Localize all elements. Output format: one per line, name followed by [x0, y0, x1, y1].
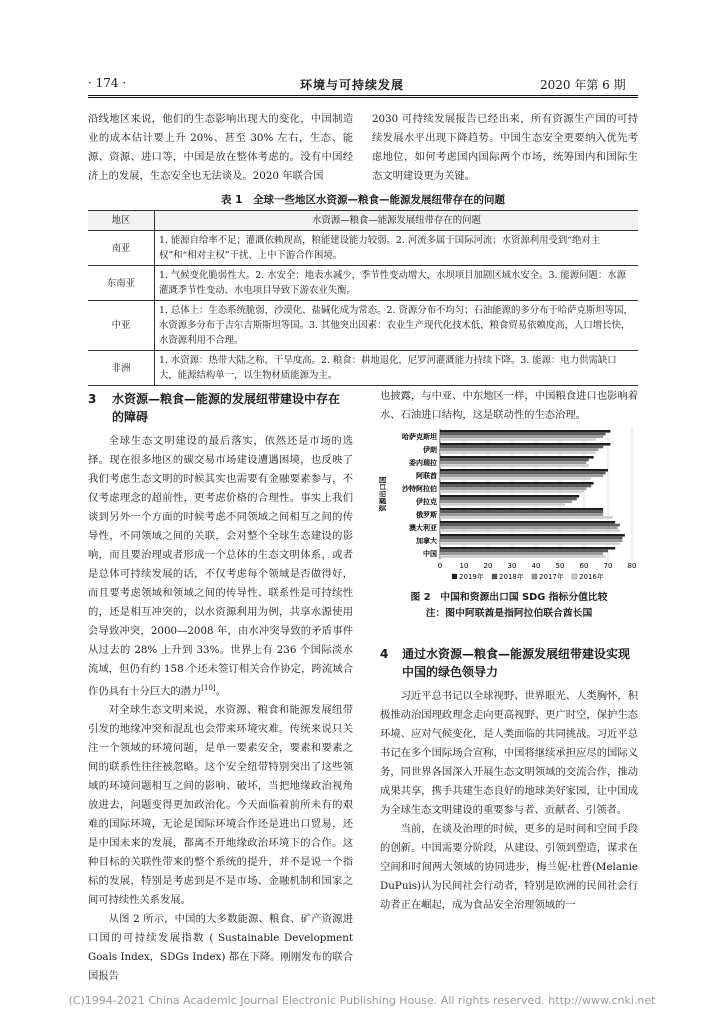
- bar-2018年: [440, 524, 620, 527]
- bar-2018年: [440, 485, 591, 488]
- category-label: 沙特阿拉伯: [402, 485, 437, 493]
- bar-2018年: [440, 498, 577, 501]
- legend-label: 2017年: [539, 573, 564, 581]
- bar-2016年: [440, 555, 606, 558]
- bar-2016年: [440, 464, 589, 467]
- issues-table: [88, 210, 638, 386]
- bar-2016年: [440, 477, 591, 480]
- bar-2016年: [440, 516, 613, 519]
- left-column: [88, 390, 353, 986]
- x-tick-label: 60: [579, 562, 589, 570]
- section-3-title-line1: 水资源—粮食—能源的发展纽带建设中存在: [112, 392, 341, 406]
- bar-2018年: [440, 537, 622, 540]
- section-4-title: [402, 645, 630, 681]
- table-row: [88, 351, 638, 386]
- category-label: 哈萨克斯坦: [402, 433, 437, 441]
- x-tick-label: 40: [531, 562, 541, 570]
- bar-2018年: [440, 550, 608, 553]
- bar-2018年: [440, 511, 603, 514]
- bar-2016年: [440, 451, 596, 454]
- table-header-issue: 水资源—粮食—能源发展纽带存在的问题: [155, 211, 639, 231]
- legend-swatch: [572, 574, 577, 579]
- table-cell-issue: 1. 总体上：生态系统脆弱，沙漠化、盐碱化成为常态。2. 资源分布不均匀；石油能源的多分布于哈萨克斯坦等国，水资源多分布于吉尔吉斯斯坦等国。3. 其他突出因素：农业生产现代化技术低，粮食贸易依赖度高，人口增长快，水资源利用不合理。: [155, 301, 639, 351]
- citation: [10]: [201, 684, 216, 692]
- bar-2017年: [440, 449, 598, 452]
- bar-2018年: [440, 433, 606, 436]
- table-cell-region: 东南亚: [88, 266, 155, 301]
- legend-label: 2019年: [459, 573, 484, 581]
- legend-swatch: [532, 574, 537, 579]
- section-4-title-line1: 通过水资源—粮食—能源发展纽带建设实现: [402, 647, 631, 661]
- figure-caption-title: 图 2 中国和资源出口国 SDG 指标分值比较: [410, 592, 608, 603]
- x-tick-label: 20: [483, 562, 493, 570]
- bar-2019年: [440, 469, 608, 472]
- category-label: 伊朗: [423, 446, 437, 454]
- section-3-heading: [88, 390, 353, 426]
- bar-2016年: [440, 542, 620, 545]
- bar-2016年: [440, 490, 584, 493]
- bar-2017年: [440, 553, 603, 556]
- bar-2017年: [440, 475, 603, 478]
- category-label: 委内瑞拉: [409, 459, 437, 467]
- table-cell-issue: 1. 水资源：热带大陆之称，干旱度高。2. 粮食：耕地退化，尼罗河灌溉能力持续下降。3. 能源：电力供需缺口大，能源结构单一，以生物材质能源为主。: [155, 351, 639, 386]
- table-row: [88, 266, 638, 301]
- bar-2019年: [440, 521, 615, 524]
- right-column-bottom: [380, 645, 638, 915]
- section-4-title-line2: 中国的绿色领导力: [402, 665, 499, 679]
- section-4-paragraph-1: 习近平总书记以全球视野、世界眼光、人类胸怀，积极推动治国理政理念走向更高视野、更广时空，保护生态环境、应对气候变化，是人类面临的共同挑战。习近平总书记在多个国际场合宣称，中国将继续承担应尽的国际义务，同世界各国深入开展生态文明领域的交流合作，推动成果共享，携手共建生态良好的地球美好家园，让中国成为全球生态文明建设的重要参与者、贡献者、引领者。: [380, 690, 638, 816]
- bar-2017年: [440, 462, 586, 465]
- table-header-region: 地区: [88, 211, 155, 231]
- legend-label: 2016年: [579, 573, 604, 581]
- top-right-paragraph: 2030 可持续发展报告已经出来，所有资源生产国的可持续发展水平出现下降趋势。中国生态安全更要纳入优先考虑地位，如何考虑国内国际两个市场，统筹国内和国际生态文明建设更为关键。: [372, 113, 638, 182]
- right-column-top: [380, 387, 638, 425]
- bar-2019年: [440, 430, 610, 433]
- table-cell-issue: 1. 能源自给率不足；灌溉依赖现高，粮能建设能力较弱。2. 河流多属于国际河流；水资源利用受到“绝对主权”和“相对主权”干扰、上中下游合作困境。: [155, 231, 639, 266]
- table-cell-issue: 1. 气候变化脆弱性大。2. 水安全：地表水减少，季节性变动增大，水坝项目加剧区域水安全。3. 能源问题：水源灌溉季节性变动、水电项目导致下游农业失衡。: [155, 266, 639, 301]
- x-tick-label: 30: [507, 562, 517, 570]
- bar-2019年: [440, 508, 603, 511]
- table-header-row: [88, 211, 638, 231]
- section-3-number: 3: [88, 392, 97, 406]
- header-rule: [88, 95, 638, 96]
- x-tick-label: 10: [459, 562, 469, 570]
- bar-2017年: [440, 527, 618, 530]
- figure-caption: [380, 590, 638, 622]
- bar-2019年: [440, 443, 610, 446]
- header-rule-2: [88, 97, 638, 98]
- sdg-bar-chart: [380, 425, 640, 590]
- category-label: 俄罗斯: [416, 511, 437, 519]
- bar-2018年: [440, 446, 603, 449]
- table-row: [88, 231, 638, 266]
- bar-2017年: [440, 540, 622, 543]
- table-cell-region: 非洲: [88, 351, 155, 386]
- bar-2019年: [440, 547, 615, 550]
- bar-2019年: [440, 456, 594, 459]
- issue-label: 2020 年第 6 期: [540, 78, 626, 92]
- table-caption: 表 1 全球一些地区水资源—粮食—能源发展纽带存在的问题: [221, 194, 505, 206]
- bar-2019年: [440, 495, 579, 498]
- legend-label: 2018年: [499, 573, 524, 581]
- section-4-number: 4: [380, 647, 389, 661]
- bar-2017年: [440, 514, 603, 517]
- section-3-paragraph-3: 从图 2 所示，中国的大多数能源、粮食、矿产资源进口国的可持续发展指数 ( Sustainable Development Goals Index，SDGs Index) 都在下降。刚刚发布的联合国报告: [88, 913, 353, 983]
- bar-2016年: [440, 503, 565, 506]
- continuation-paragraph: 也披露，与中亚、中东地区一样，中国粮食进口也影响着水、石油进口结构，这是联动性的生态治理。: [380, 390, 638, 421]
- bar-2019年: [440, 534, 625, 537]
- bar-2016年: [440, 438, 596, 441]
- bar-2018年: [440, 472, 606, 475]
- copyright-footer: (C)1994-2021 China Academic Journal Electronic Publishing House. All rights reserved. http://www.cnki.net: [68, 994, 656, 1007]
- x-tick-label: 50: [555, 562, 565, 570]
- legend-swatch: [452, 574, 457, 579]
- figure-caption-note: 注：图中阿联酋是指阿拉伯联合酋长国: [425, 608, 593, 619]
- x-tick-label: 80: [627, 562, 637, 570]
- section-4-heading: [380, 645, 638, 681]
- bar-2017年: [440, 501, 572, 504]
- category-label: 伊拉克: [416, 498, 437, 506]
- category-label: 澳大利亚: [409, 524, 437, 532]
- bar-2019年: [440, 482, 594, 485]
- x-tick-label: 0: [437, 562, 443, 570]
- category-label: 阿联酋: [416, 472, 437, 480]
- top-left-paragraph: 沿线地区来说，他们的生态影响出现大的变化，中国制造业的成本估计要上升 20%、甚至 30% 左右，生态、能源、资源、进口等，中国是放在整体考虑的。没有中国经济上的发展，生态安全也无法谈及。2020 年联合国: [88, 113, 353, 182]
- section-4-paragraph-2: 当前，在谈及治理的时候，更多的是时间和空间手段的创新。中国需要分阶段，从建设、引领到塑造，谋求在空间和时间两大领域的协同进步，梅兰妮·杜普(Melanie DuPuis)认为民间社会行动者，特别是欧洲的民间社会行动者正在崛起，成为食品安全治理领域的一: [380, 823, 638, 911]
- category-label: 中国: [423, 550, 437, 558]
- legend-swatch: [492, 574, 497, 579]
- bar-2017年: [440, 488, 586, 491]
- y-axis-title: 资源出口国: [379, 476, 387, 512]
- x-tick-label: 70: [603, 562, 613, 570]
- category-label: 加拿大: [416, 537, 437, 545]
- section-3-title-line2: 的障碍: [112, 410, 149, 424]
- section-3-title: [112, 390, 340, 426]
- page-number: · 174 ·: [88, 76, 127, 90]
- bar-2017年: [440, 436, 603, 439]
- table-row: [88, 301, 638, 351]
- table-cell-region: 中亚: [88, 301, 155, 351]
- journal-title: 环境与可持续发展: [300, 78, 405, 92]
- section-3-paragraph-2: 对全球生态文明来说，水资源、粮食和能源发展纽带引发的地缘冲突和混乱也会带来环境灾难。传统来说只关注一个领域的环境问题，是单一要素安全，要素和要素之间的联系性往往被忽略。这个安全纽带特别突出了这些领域的环境问题相互之间的影响、破坏，当把地缘政治视角放进去，问题变得更加政治化。今天面临着前所未有的艰难的国际环境，无论是国际环境合作还是进出口贸易，还是中国未来的发展，都离不开地缘政治环境下的合作。这种目标的关联性带来的整个系统的提升，并不是说一个指标的发展，特别是考虑到是不是市场、金融机制和国家之间可持续性关系发展。: [88, 704, 353, 907]
- bar-2018年: [440, 459, 589, 462]
- table-cell-region: 南亚: [88, 231, 155, 266]
- bar-2016年: [440, 529, 620, 532]
- section-3-paragraph-1: 全球生态文明建设的最后落实，依然还是市场的选择。现在很多地区的碳交易市场建设遭遇困境，也反映了我们考虑生态文明的时候其实也需要有金融要素参与，不仅考虑理念的超前性，更考虑价格的合理性。事实上我们谈到另外一个方面的时候考虑不同领域之间相互之间的传导性，不同领域之间的关联，会对整个全球生态建设的影响，而且要治理或者形成一个总体的生态文明体系，或者是总体可持续发展的话，不仅考虑每个领域是否做得好，而且要考虑领域和领域之间的传导性、联系性是可持续性的，还是相互冲突的，以水资源利用为例，共享水源使用会导致冲突，2000—2008 年，由水冲突导致的矛盾事件从过去的 28% 上升到 33%。世界上有 236 个国际淡水流域，但仍有约 158 个还未签订相关合作协定，跨流域合作仍具有十分巨大的潜力[10]。: [88, 435, 353, 698]
